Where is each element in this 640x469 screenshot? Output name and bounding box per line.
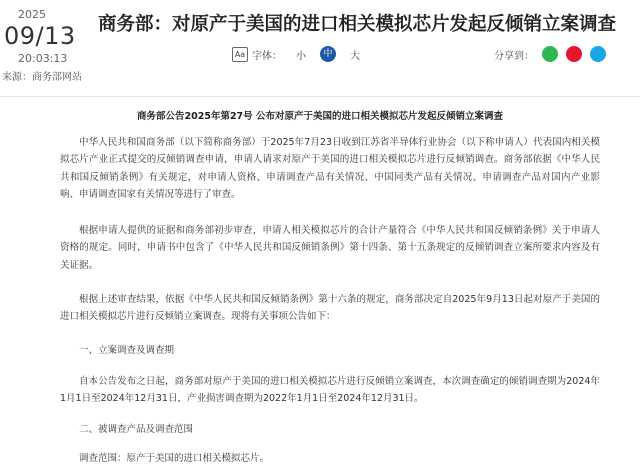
article-header xyxy=(0,0,640,96)
font-size-medium-button[interactable]: 中 xyxy=(320,46,336,62)
article-paragraph-2: 根据申请人提供的证据和商务部初步审查，申请人相关模拟芯片的合计产量符合《中华人民共和国反倾销条例》关于申请人资格的规定。同时，申请书中包含了《中华人民共和国反倾销条例》第十四条、第十五条规定的反倾销调查立案所要求内容及有关证据。 xyxy=(60,225,600,271)
section-heading-1: 一、立案调查及调查期 xyxy=(79,345,175,356)
header-divider xyxy=(0,96,640,97)
article-paragraph-4: 自本公告发布之日起，商务部对原产于美国的进口相关模拟芯片进行反倾销立案调查，本次调查确定的倾销调查期为2024年1月1日至2024年12月31日，产业损害调查期为2022年1月1日至2024年12月31日。 xyxy=(60,376,600,405)
date-month-day: 09/13 xyxy=(4,22,76,50)
article-title: 商务部公告2025年第27号 公布对原产于美国的进口相关模拟芯片发起反倾销立案调查 xyxy=(137,111,503,122)
source-label: 来源：商务部网站 xyxy=(2,72,82,83)
section-heading-2: 二、被调查产品及调查范围 xyxy=(79,424,194,435)
font-size-icon: Aa xyxy=(232,47,248,62)
font-label: 字体： xyxy=(252,50,282,62)
date-year: 2025 xyxy=(18,8,46,21)
date-time: 20:03:13 xyxy=(18,52,68,65)
article-paragraph-5: 调查范围：原产于美国的进口相关模拟芯片。 xyxy=(79,453,270,464)
font-size-small-button[interactable]: 小 xyxy=(296,50,306,62)
article-paragraph-1: 中华人民共和国商务部（以下简称商务部）于2025年7月23日收到江苏省半导体行业协会（以下称申请人）代表国内相关模拟芯片产业正式提交的反倾销调查申请，申请人请求对原产于美国的进口相关模拟芯片进行反倾销调查。商务部依据《中华人民共和国反倾销条例》有关规定，对申请人资格、申请调查产品有关情况、中国同类产品有关情况、申请调查产品对国内产业影响、申请调查国家有关情况等进行了审查。 xyxy=(60,137,600,200)
qq-icon[interactable] xyxy=(590,46,606,62)
article-toolbar xyxy=(232,44,606,64)
weibo-icon[interactable] xyxy=(566,46,582,62)
article-paragraph-3: 根据上述审查结果，依据《中华人民共和国反倾销条例》第十六条的规定，商务部决定自2025年9月13日起对原产于美国的进口相关模拟芯片进行反倾销立案调查。现将有关事项公告如下： xyxy=(60,294,600,323)
wechat-icon[interactable] xyxy=(542,46,558,62)
share-label: 分享到： xyxy=(494,50,534,62)
font-size-large-button[interactable]: 大 xyxy=(350,50,360,62)
page-title: 商务部：对原产于美国的进口相关模拟芯片发起反倾销立案调查 xyxy=(98,14,617,35)
